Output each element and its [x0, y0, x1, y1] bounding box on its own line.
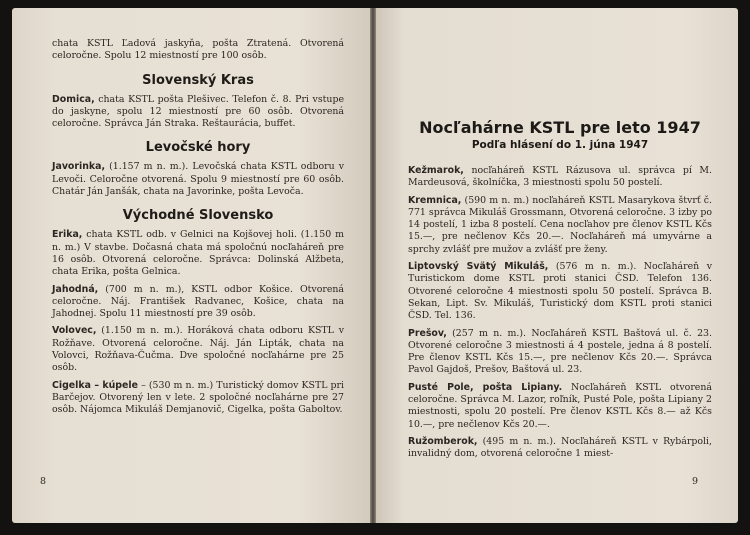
entry-kremnica: [408, 195, 712, 256]
entry-ruzomberok: [408, 436, 712, 461]
section-title-vychodne-slovensko: Východné Slovensko: [122, 208, 274, 224]
left-page: [12, 8, 370, 523]
entry-text: (590 m n. m.) nocľaháreň KSTL Masarykova štvrť č. 771 správca Mikuláš Grossmann, Otvorená celoročne. 3 izby po 14 postelí, 1 izba 8 postelí. Cena nocľahov pre členov KSTL Kčs 15.—, pre nečlenov Kčs 20.—. Nocľaháreň má umyvárne a sprchy zvlášť pre mužov a zvlášť pre ženy.: [408, 194, 712, 255]
entry-name: Erika,: [52, 229, 83, 241]
entry-text: nocľaháreň KSTL Rázusova ul. správca pí M. Mardeusová, školníčka, 3 miestnosti spolu 50 postelí.: [408, 165, 713, 189]
entry-javorinka: [52, 161, 344, 198]
section-title-levocske-hory: Levočské hory: [145, 140, 251, 156]
entry-name: Jahodná,: [52, 283, 99, 295]
right-page: [376, 8, 738, 523]
entry-text: chata KSTL odb. v Gelnici na Kojšovej holi. (1.150 m n. m.) V stavbe. Dočasná chata má spoločnú nocľaháreň pre 16 osôb. Otvorená celoročne. Správca: Dolinská Alžbeta, chata Erika, pošta Gelnica.: [52, 229, 344, 278]
entry-text: (1.150 m n. m.). Horáková chata odboru KSTL v Rožňave. Otvorená celoročne. Náj. Ján Lipták, chata na Volovci, Rožňava-Čučma. Dve spoločné nocľahárne pre 25 osôb.: [52, 325, 344, 374]
entry-domica: [52, 94, 344, 131]
entry-volovec: [52, 325, 344, 374]
entry-cigelka: [52, 380, 344, 417]
page-subtitle: Podľa hlásení do 1. júna 1947: [471, 139, 649, 151]
entry-name: Liptovský Svätý Mikuláš,: [408, 261, 549, 273]
continuation-text: chata KSTL Ľadová jaskyňa, pošta Ztratená. Otvorená celoročne. Spolu 12 miestností pre 100 osôb.: [52, 38, 344, 62]
entry-name: Kremnica,: [408, 194, 462, 206]
entry-text: (495 m n. m.). Nocľaháreň KSTL v Rybárpoli, invalidný dom, otvorená celoročne 1 miest-: [408, 435, 712, 460]
entry-text: chata KSTL pošta Plešivec. Telefon č. 8. Pri vstupe do jaskyne, spolu 12 miestností pre 60 osôb. Otvorená celoročne. Správca Ján Straka. Reštaurácia, buffet.: [52, 93, 344, 130]
entry-name: Volovec,: [52, 325, 97, 337]
entry-name: Pusté Pole, pošta Lipiany.: [408, 381, 563, 393]
entry-name: Javorinka,: [52, 161, 105, 173]
section-title-slovensky-kras: Slovenský Kras: [142, 72, 254, 88]
entry-text: (700 m n. m.), KSTL odbor Košice. Otvorená celoročne. Náj. František Radvanec, Košice, chata na Jahodnej. Spolu 11 miestností pre 39 osôb.: [52, 283, 344, 320]
entry-name: Ružomberok,: [408, 435, 478, 447]
entry-text: – (530 m n. m.) Turistický domov KSTL pri Barčejov. Otvorený len v lete. 2 spoločné nocľahárne pre 27 osôb. Nájomca Mikuláš Demjanovič, Cigelka, pošta Gaboltov.: [52, 379, 345, 416]
entry-text: Nocľaháreň KSTL otvorená celoročne. Správca M. Lazor, roľník, Pusté Pole, pošta Lipiany 2 miestnosti, spolu 20 postelí. Pre členov KSTL Kčs 8.— až Kčs 10.—, pre nečlenov Kčs 20.—.: [408, 381, 712, 430]
entry-name: Domica,: [52, 93, 95, 105]
entry-presov: [408, 328, 712, 377]
page-title: Nocľahárne KSTL pre leto 1947: [419, 118, 701, 137]
entry-kezmarok: [408, 165, 712, 190]
entry-name: Cigelka – kúpele: [52, 379, 138, 391]
entry-name: Kežmarok,: [408, 165, 464, 176]
entry-erika: [52, 229, 344, 278]
entry-name: Prešov,: [408, 327, 447, 339]
entry-puste-pole: [408, 382, 712, 431]
entry-liptovsky-mikulas: [408, 261, 712, 322]
entry-text: (1.157 m n. m.). Levočská chata KSTL odboru v Levoči. Celoročne otvorená. Spolu 9 miestností pre 60 osôb. Chatár Ján Janšák, chata na Javorinke, pošta Levoča.: [52, 161, 344, 198]
entry-jahodna: [52, 284, 344, 321]
entry-text: (257 m n. m.). Nocľaháreň KSTL Baštová ul. č. 23. Otvorené celoročne 3 miestnosti á 4 postele, jedna á 8 postelí. Pre členov KSTL Kčs 15.—, pre nečlenov Kčs 20.—. Správca Pavol Gajdoš, Prešov, Baštová ul. 23.: [408, 327, 712, 376]
page-number-right: 9: [691, 476, 698, 487]
page-number-left: 8: [40, 476, 47, 487]
entry-text: (576 m n. m.). Nocľaháreň v Turistickom dome KSTL proti stanici ČSD. Telefon 136. Otvorené celoročne 4 miestnosti spolu 50 postelí. Správca B. Sekan, Lipt. Sv. Mikuláš, Turistický dom KSTL proti stanici ČSD. Tel. 136.: [408, 261, 712, 322]
